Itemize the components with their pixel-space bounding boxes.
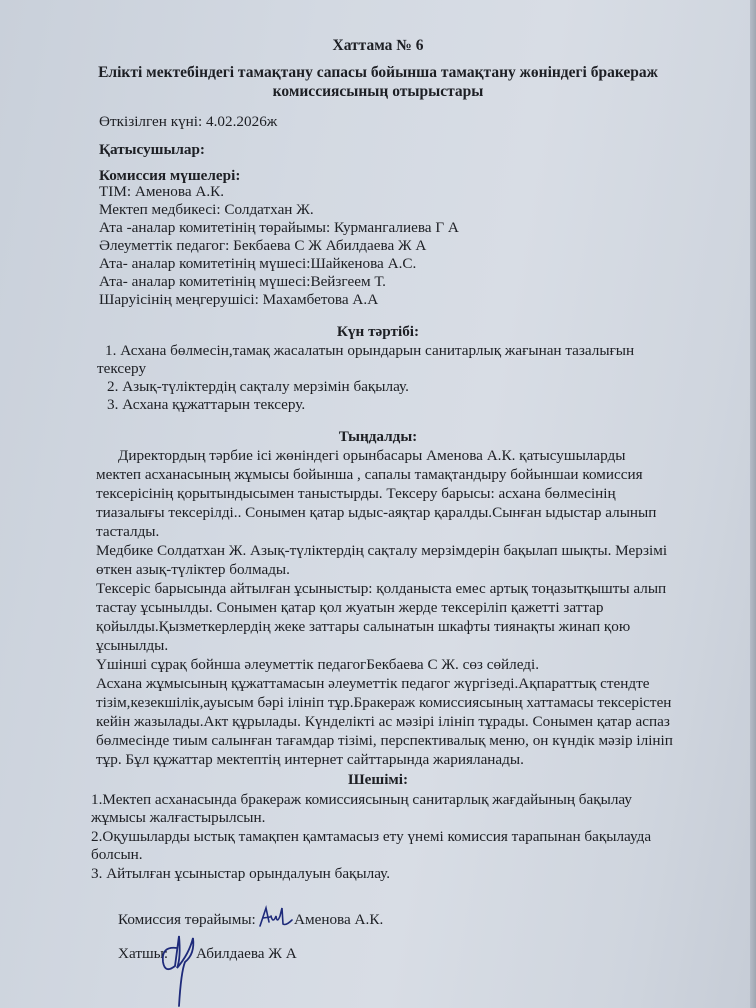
chair-label: Комиссия төрайымы: (118, 911, 256, 928)
decision-heading: Шешімі: (347, 771, 409, 788)
agenda-item: 1. Асхана бөлмесін,тамақ жасалатын орындарын санитарлық жағынан тазалығын (105, 342, 635, 359)
listened-line: тиазалығы тексерілді.. Сонымен қатар ыдыс-аяқтар қаралды.Сынған ыдыстар алынып (96, 504, 657, 521)
member-item: Әлеуметтік педагог: Бекбаева С Ж Абилдаева Ж А (99, 237, 427, 254)
listened-line: тастау ұсынылды. Сонымен қатар қол жуатын жерде тексеріліп қажетті заттар (96, 599, 604, 616)
decision-item-continuation: жұмысы жалғастырылсын. (91, 809, 266, 826)
member-item: Ата- аналар комитетінің мүшесі:Шайкенова А.С. (99, 255, 417, 272)
secretary-signature-icon (155, 928, 199, 1008)
secretary-name: Абилдаева Ж А (196, 945, 297, 962)
listened-line: тексерісінің қорытындысымен таныстырды. Тексеру барысы: асхана бөлмесінің (96, 485, 616, 502)
listened-line: тізім,кезекшілік,ауысым бәрі ілініп тұр.Бракераж комиссиясының хаттамасы тексерістен (96, 694, 672, 711)
listened-line: ұсынылды. (96, 637, 169, 654)
agenda-heading: Күн тәртібі: (336, 323, 420, 340)
commission-heading: Комиссия мүшелері: (99, 167, 241, 184)
member-item: Ата -аналар комитетінің төрайымы: Курмангалиева Г А (99, 219, 459, 236)
meeting-date: Өткізілген күні: 4.02.2026ж (99, 113, 278, 130)
listened-line: Асхана жұмысының құжаттамасын әлеуметтік педагог жүргізеді.Ақпараттық стендте (96, 675, 650, 692)
listened-line: мектеп асханасының жұмысы бойынша , сапалы тамақтандыру бойыншаи комиссия (96, 466, 643, 483)
decision-item: 1.Мектеп асханасында бракераж комиссиясының санитарлық жағдайының бақылау (91, 791, 632, 808)
paper-edge (750, 0, 756, 1008)
document-title: Хаттама № 6 (332, 37, 424, 54)
document-subtitle-line2: комиссиясының отырыстары (272, 83, 484, 100)
agenda-item-continuation: тексеру (97, 360, 147, 377)
secretary-label: Хатшы: (118, 945, 169, 962)
listened-heading: Тыңдалды: (338, 428, 418, 445)
document-subtitle-line1: Елікті мектебіндегі тамақтану сапасы бойынша тамақтану жөніндегі бракераж (98, 64, 658, 81)
participants-heading: Қатысушылар: (99, 141, 205, 158)
chair-name: Аменова А.К. (294, 911, 384, 928)
chair-signature-icon (258, 904, 294, 930)
listened-line: кейін жазылады.Акт құрылады. Күнделікті ас мәзірі ілініп тұрады. Сонымен қатар аспаз (96, 713, 670, 730)
listened-line: тұр. Бұл құжаттар мектептің интернет сайттарында жарияланады. (96, 751, 524, 768)
listened-line: тасталды. (96, 523, 160, 540)
agenda-item: 3. Асхана құжаттарын тексеру. (107, 396, 306, 413)
decision-item-continuation: болсын. (91, 846, 143, 863)
member-item: Шаруісінің меңгерушісі: Махамбетова А.А (99, 291, 379, 308)
listened-line: Медбике Солдатхан Ж. Азық-түліктердің сақталу мерзімдерін бақылап шықты. Мерзімі (96, 542, 668, 559)
decision-item: 3. Айтылған ұсыныстар орындалуын бақылау. (91, 865, 391, 882)
listened-line: Үшінші сұрақ бойнша әлеуметтік педагогБекбаева С Ж. сөз сөйледі. (96, 656, 540, 673)
listened-line: қойылды.Қызметкерлердің жеке заттары салынатын шкафты тиянақты жинап қою (96, 618, 631, 635)
member-item: ТІМ: Аменова А.К. (99, 183, 225, 200)
agenda-item: 2. Азық-түліктердің сақталу мерзімін бақылау. (107, 378, 409, 395)
listened-line: бөлмесінде тиым салынған тағамдар тізімі, перспективалық меню, он күндік мәзір ілініп (96, 732, 673, 749)
decision-item: 2.Оқушыларды ыстық тамақпен қамтамасыз ету үнемі комиссия тарапынан бақылауда (91, 828, 652, 845)
listened-line: өткен азық-түліктер болмады. (96, 561, 290, 578)
member-item: Мектеп медбикесі: Солдатхан Ж. (99, 201, 314, 218)
member-item: Ата- аналар комитетінің мүшесі:Вейзгеем Т. (99, 273, 386, 290)
listened-line: Директордың тәрбие ісі жөніндегі орынбасары Аменова А.К. қатысушыларды (118, 447, 626, 464)
listened-line: Тексеріс барысында айтылған ұсыныстыр: қолданыста емес артық тоңазытқышты алып (96, 580, 667, 597)
